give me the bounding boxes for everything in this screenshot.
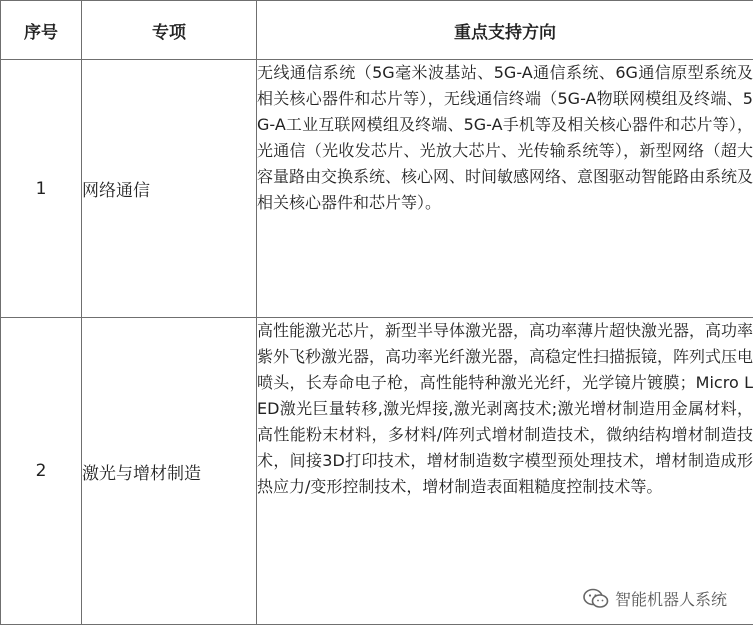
table-row	[1, 60, 753, 318]
header-focus: 重点支持方向	[257, 1, 753, 60]
row-number: 2	[1, 318, 82, 625]
watermark-text: 智能机器人系统	[614, 590, 727, 609]
row-topic: 激光与增材制造	[82, 318, 257, 625]
table-row	[1, 318, 753, 625]
wechat-icon	[583, 588, 609, 610]
row-description: 无线通信系统（5G毫米波基站、5G-A通信系统、6G通信原型系统及相关核心器件和芯片等），无线通信终端（5G-A物联网模组及终端、5G-A工业互联网模组及终端、5G-A手机等及相关核心器件和芯片等），光通信（光收发芯片、光放大芯片、光传输系统等），新型网络（超大容量路由交换系统、核心网、时间敏感网络、意图驱动智能路由系统及相关核心器件和芯片等）。	[257, 60, 753, 318]
header-topic: 专项	[82, 1, 257, 60]
header-number: 序号	[1, 1, 82, 60]
watermark	[583, 587, 727, 610]
row-description: 高性能激光芯片，新型半导体激光器，高功率薄片超快激光器，高功率紫外飞秒激光器，高功率光纤激光器，高稳定性扫描振镜，阵列式压电喷头，长寿命电子枪，高性能特种激光光纤，光学镜片镀膜；Micro LED激光巨量转移,激光焊接,激光剥离技术;激光增材制造用金属材料，高性能粉末材料，多材料/阵列式增材制造技术，微纳结构增材制造技术，间接3D打印技术，增材制造数字模型预处理技术，增材制造成形热应力/变形控制技术，增材制造表面粗糙度控制技术等。	[257, 318, 753, 625]
row-number: 1	[1, 60, 82, 318]
row-topic: 网络通信	[82, 60, 257, 318]
table-header-row	[1, 1, 753, 60]
